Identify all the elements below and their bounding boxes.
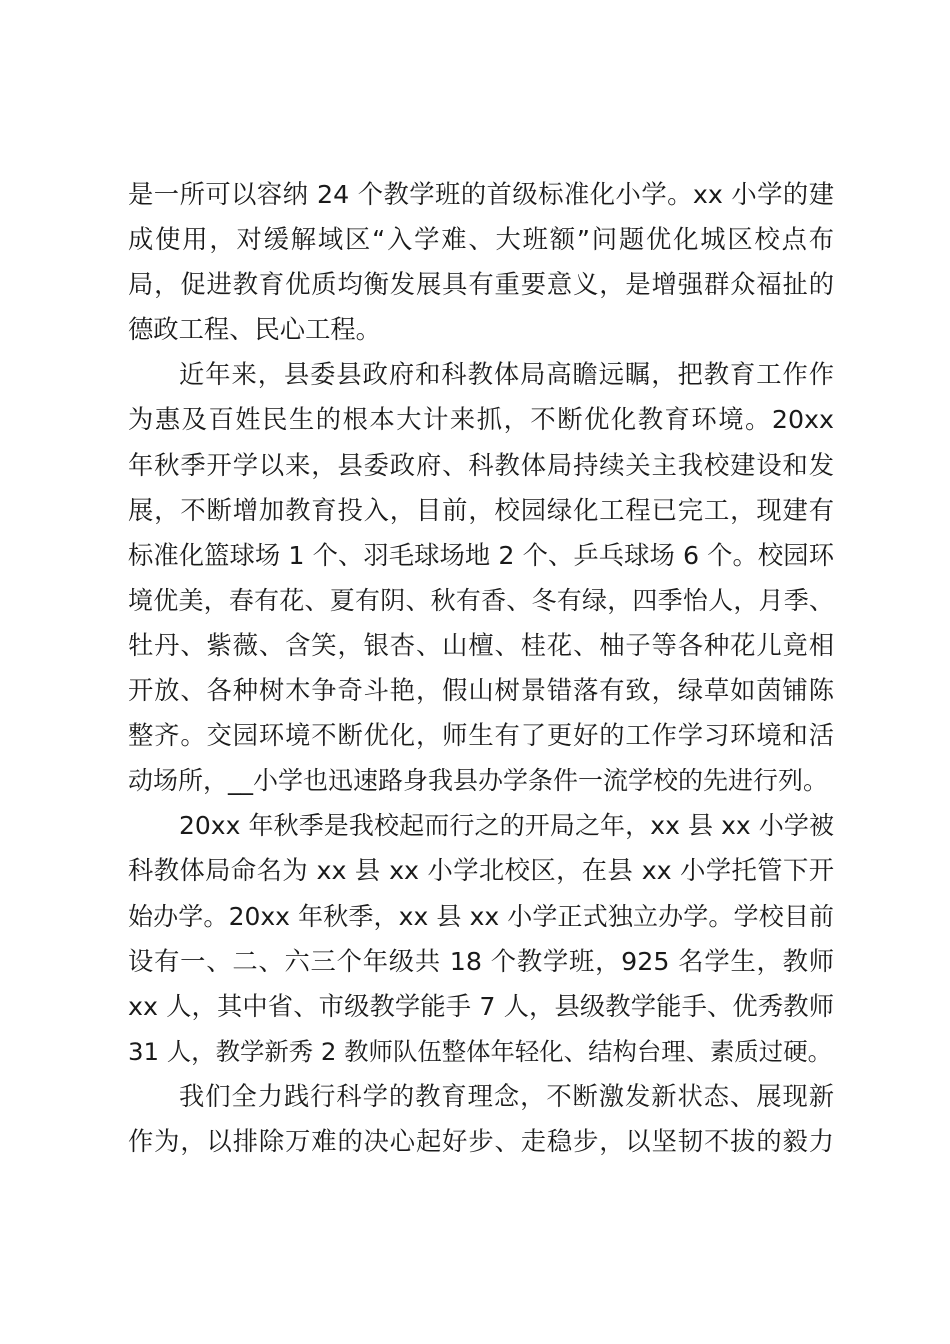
text-line: 展，不断增加教育投入，目前，校园绿化工程已完工，现建有 [128,495,834,525]
paragraph-4 [128,1074,834,1164]
text-line: 整齐。交园环境不断优化，师生有了更好的工作学习环境和活 [128,721,834,751]
text-line: 作为，以排除万难的决心起好步、走稳步，以坚韧不拔的毅力 [128,1126,834,1156]
text-line: 局，促进教育优质均衡发展具有重要意义，是增强群众福扯的 [128,270,834,300]
text-line: xx 人，其中省、市级教学能手 7 人，县级教学能手、优秀教师 [128,991,834,1021]
text-line: 境优美，春有花、夏有阴、秋有香、冬有绿，四季怡人，月季、 [128,585,834,615]
paragraph-1 [128,172,834,352]
text-line: 牡丹、紫薇、含笑，银杏、山檀、桂花、柚子等各种花儿竟相 [128,630,834,660]
text-line: 近年来，县委县政府和科教体局高瞻远瞩，把教育工作作 [179,360,834,390]
text-line: 20xx 年秋季是我校起而行之的开局之年，xx 县 xx 小学被 [179,811,834,841]
text-line: 设有一、二、六三个年级共 18 个教学班，925 名学生，教师 [128,946,834,976]
text-line: 为惠及百姓民生的根本大计来抓，不断优化教育环境。20xx [128,405,834,435]
text-line: 标准化篮球场 1 个、羽毛球场地 2 个、乒乓球场 6 个。校园环 [128,540,834,570]
document-body [128,172,834,1164]
paragraph-2 [128,352,834,803]
text-line: 31 人，教学新秀 2 教师队伍整体年轻化、结构台理、素质过硬。 [128,1036,832,1066]
text-line: 科教体局命名为 xx 县 xx 小学北校区，在县 xx 小学托管下开 [128,856,834,886]
text-line: 动场所，__小学也迅速路身我县办学条件一流学校的先进行列。 [128,766,829,796]
paragraph-3 [128,803,834,1074]
text-line: 始办学。20xx 年秋季，xx 县 xx 小学正式独立办学。学校目前 [128,901,834,931]
text-line: 开放、各种树木争奇斗艳，假山树景错落有致，绿草如茵铺陈 [128,676,834,706]
text-line: 我们全力践行科学的教育理念，不断激发新状态、展现新 [179,1081,834,1111]
text-line: 年秋季开学以来，县委政府、科教体局持续关主我校建设和发 [128,450,834,480]
text-line: 德政工程、民心工程。 [128,315,381,345]
text-line: 是一所可以容纳 24 个教学班的首级标准化小学。xx 小学的建 [128,180,834,209]
text-line: 成使用，对缓解域区“入学难、大班额”问题优化城区校点布 [128,225,834,255]
